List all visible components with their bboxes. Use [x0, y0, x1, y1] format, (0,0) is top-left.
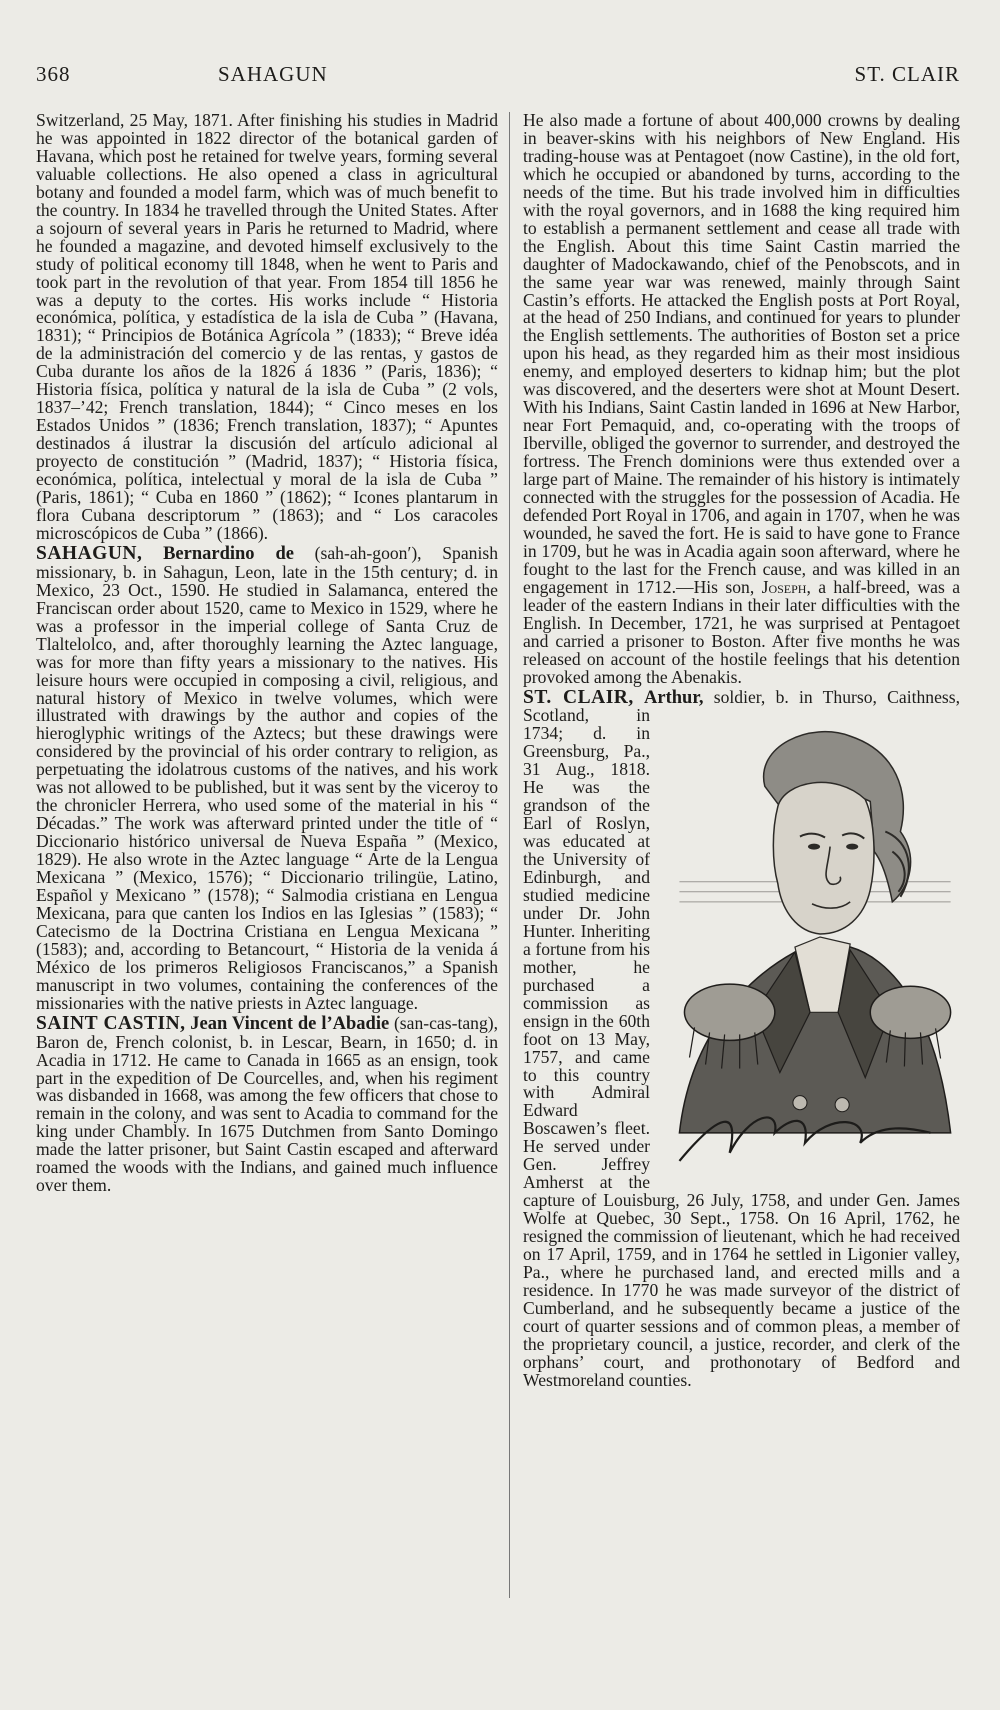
sub-entry-name: Joseph,: [761, 576, 811, 597]
entry-given-name: Jean Vincent de l’Abadie: [190, 1013, 390, 1034]
portrait-illustration: [656, 711, 964, 1173]
entry-heading: SAINT CASTIN,: [36, 1012, 186, 1034]
portrait-engraving: [656, 711, 964, 1173]
page-number: 368: [36, 62, 71, 86]
entry-heading: ST. CLAIR,: [523, 686, 634, 708]
right-column: [523, 112, 960, 1390]
entry-body: He also made a fortune of about 400,000 crowns by dealing in beaver-skins with his neighbors of New England. His trading-house was at Pentagoet (now Castine), in the old fort, which he occupied or abandoned by turns, according to the needs of the time. But his trade involved him in difficulties with the royal governors, and in 1688 the king required him to establish a permanent settlement and cease all trade with the English. About this time Saint Castin married the daughter of Madockawando, chief of the Penobscots, and in the same year war was renewed, mainly through Saint Castin’s efforts. He attacked the English posts at Port Royal, at the head of 250 Indians, and continued for years to plunder the English settlements. The authorities of Boston set a price upon his head, as they regarded him as their most insidious enemy, and employed deserters to kidnap him; but the plot was discovered, and the deserters were shot at Mount Desert. With his Indians, Saint Castin landed in 1696 at New Harbor, near Fort Pemaquid, and, co-operating with the troops of Iberville, obliged the governor to surrender, and destroyed the fortress. The French dominions were thus extended over a large part of Maine. The remainder of his history is intimately connected with the struggles for the possession of Acadia. He defended Port Royal in 1706, and again in 1707, when he was wounded, he saved the fort. He is said to have gone to France in 1709, but he was in Acadia again soon afterward, where he fought to the last for the French cause, and was killed in an engagement in 1712.—His son,: [523, 110, 960, 597]
entry-heading: SAHAGUN,: [36, 542, 143, 564]
entry-body: (san-cas-tang), Baron de, French colonist, b. in Lescar, Bearn, in 1650; d. in Acadia in 1712. He came to Canada in 1665 as an ensign, took part in the expedition of De Courcelles, and, when his regiment was disbanded in 1668, was among the few officers that chose to remain in the colony, and was sent to Acadia to command for the king under Chambly. In 1675 Dutchmen from Santo Domingo made the latter prisoner, but Saint Castin escaped and afterward roamed the woods with the Indians, and gained much influence over them.: [36, 1012, 498, 1196]
entry-body: (sah-ah-goon′), Spanish missionary, b. in Sahagun, Leon, late in the 15th century; d. in Mexico, 23 Oct., 1590. He studied in Salamanca, entered the Franciscan order about 1520, came to Mexico in 1529, where he was a professor in the imperial college of Santa Cruz de Tlaltelolco, and, after thoroughly learning the Aztec language, was for more than fifty years a missionary to the natives. His leisure hours were occupied in composing a civil, religious, and natural history of Mexico in twelve volumes, which were illustrated with drawings by the author and copies of the hieroglyphic writings of the Aztecs; but these drawings were considered by the provincial of his order contrary to religion, as perpetuating the idolatrous customs of the natives, and his work was not allowed to be published, but it was sent by the viceroy to the chronicler Herrera, who used some of the material in his “ Décadas.” The work was afterward printed under the title of “ Diccionario histórico universal de Nueva España ” (Mexico, 1829). He also wrote in the Aztec language “ Arte de la Lengua Mexicana ” (Mexico, 1576); “ Diccionario trilingüe, Latino, Español y Mexicano ” (1578); “ Salmodia cristiana en Lengua Mexicana, para que canten los Indios en las Iglesias ” (1583); “ Catecismo de la Doctrina Cristiana en Lengua Mexicana ” (1583); and, according to Betancourt, “ Historia de la venida á México de los primeros Religiosos Franciscanos,” a Spanish manuscript in two volumes, containing the conferences of the missionaries with the native priests in Aztec language.: [36, 542, 498, 1013]
entry-saint-castin-continued: [523, 112, 960, 687]
running-header: [36, 62, 960, 92]
entry-saint-castin: [36, 1012, 498, 1196]
left-running-head: SAHAGUN: [218, 62, 328, 86]
entry-body: a half-breed, was a leader of the eastern Indians in their later difficulties with the English. In December, 1721, he was surprised at Pentagoet and carried a prisoner to Boston. After five months he was released on account of the hostile feelings that his detention provoked among the Abenakis.: [523, 576, 960, 687]
entry-given-name: Bernardino de: [163, 543, 294, 564]
entry-body: soldier, b. in Thurso, Caithness, Scotland, in 1734; d. in Greensburg, Pa., 31 Aug., 1818. He was the grandson of the Earl of Roslyn, was educated at the University of Edinburgh, and studied medicine under Dr. John Hunter. Inheriting a fortune from his mother, he purchased a commission as ensign in the 60th foot on 13 May, 1757, and came to this country with Admiral Edward Boscawen’s fleet. He served under Gen. Jeffrey Amherst at the capture of Louisburg, 26 July, 1758, and under Gen. James Wolfe at Quebec, 30 Sept., 1758. On 16 April, 1762, he resigned the commission of lieutenant, which he had received on 17 April, 1759, and in 1764 he settled in Ligonier valley, Pa., where he purchased land, and erected mills and a residence. In 1770 he was made surveyor of the district of Cumberland, and he subsequently became a justice of the court of quarter sessions and of common pleas, a member of the proprietary council, a justice, recorder, and clerk of the orphans’ court, and prothonotary of Bedford and Westmoreland counties.: [523, 686, 960, 1390]
column-divider: [509, 112, 510, 1598]
left-column: [36, 112, 498, 1195]
entry-sahagun: [36, 542, 498, 1013]
entry-given-name: Arthur,: [644, 687, 704, 708]
entry-st-clair: [523, 686, 960, 1390]
right-running-head: ST. CLAIR: [854, 62, 960, 86]
continued-entry-text: Switzerland, 25 May, 1871. After finishing his studies in Madrid he was appointed in 1822 director of the botanical garden of Havana, which post he retained for twelve years, forming several valuable collections. He also opened a class in agricultural botany and founded a model farm, which was of much benefit to the country. In 1834 he travelled through the United States. After a sojourn of several years in Paris he returned to Madrid, where he founded a magazine, and devoted himself exclusively to the study of political economy till 1848, when he went to Paris and took part in the revolution of that year. From 1854 till 1856 he was a deputy to the cortes. His works include “ Historia económica, política, y estadística de la isla de Cuba ” (Havana, 1831); “ Principios de Botánica Agrícola ” (1833); “ Breve idéa de la administración del comercio y de las rentas, y gastos de Cuba durante los años de la 1826 á 1836 ” (Paris, 1836); “ Historia física, política y natural de la isla de Cuba ” (2 vols, 1837–’42; French translation, 1844); “ Cinco meses en los Estados Unidos ” (1836; French translation, 1837); “ Apuntes destinados á ilustrar la discusión del artículo adicional al proyecto de constitución ” (Madrid, 1837); “ Historia física, económica, política, intelectual y moral de la isla de Cuba ” (Paris, 1861); “ Cuba en 1860 ” (1862); “ Icones plantarum in flora Cubana descriptorum ” (1863); and “ Los caracoles microscópicos de Cuba ” (1866).: [36, 110, 498, 543]
